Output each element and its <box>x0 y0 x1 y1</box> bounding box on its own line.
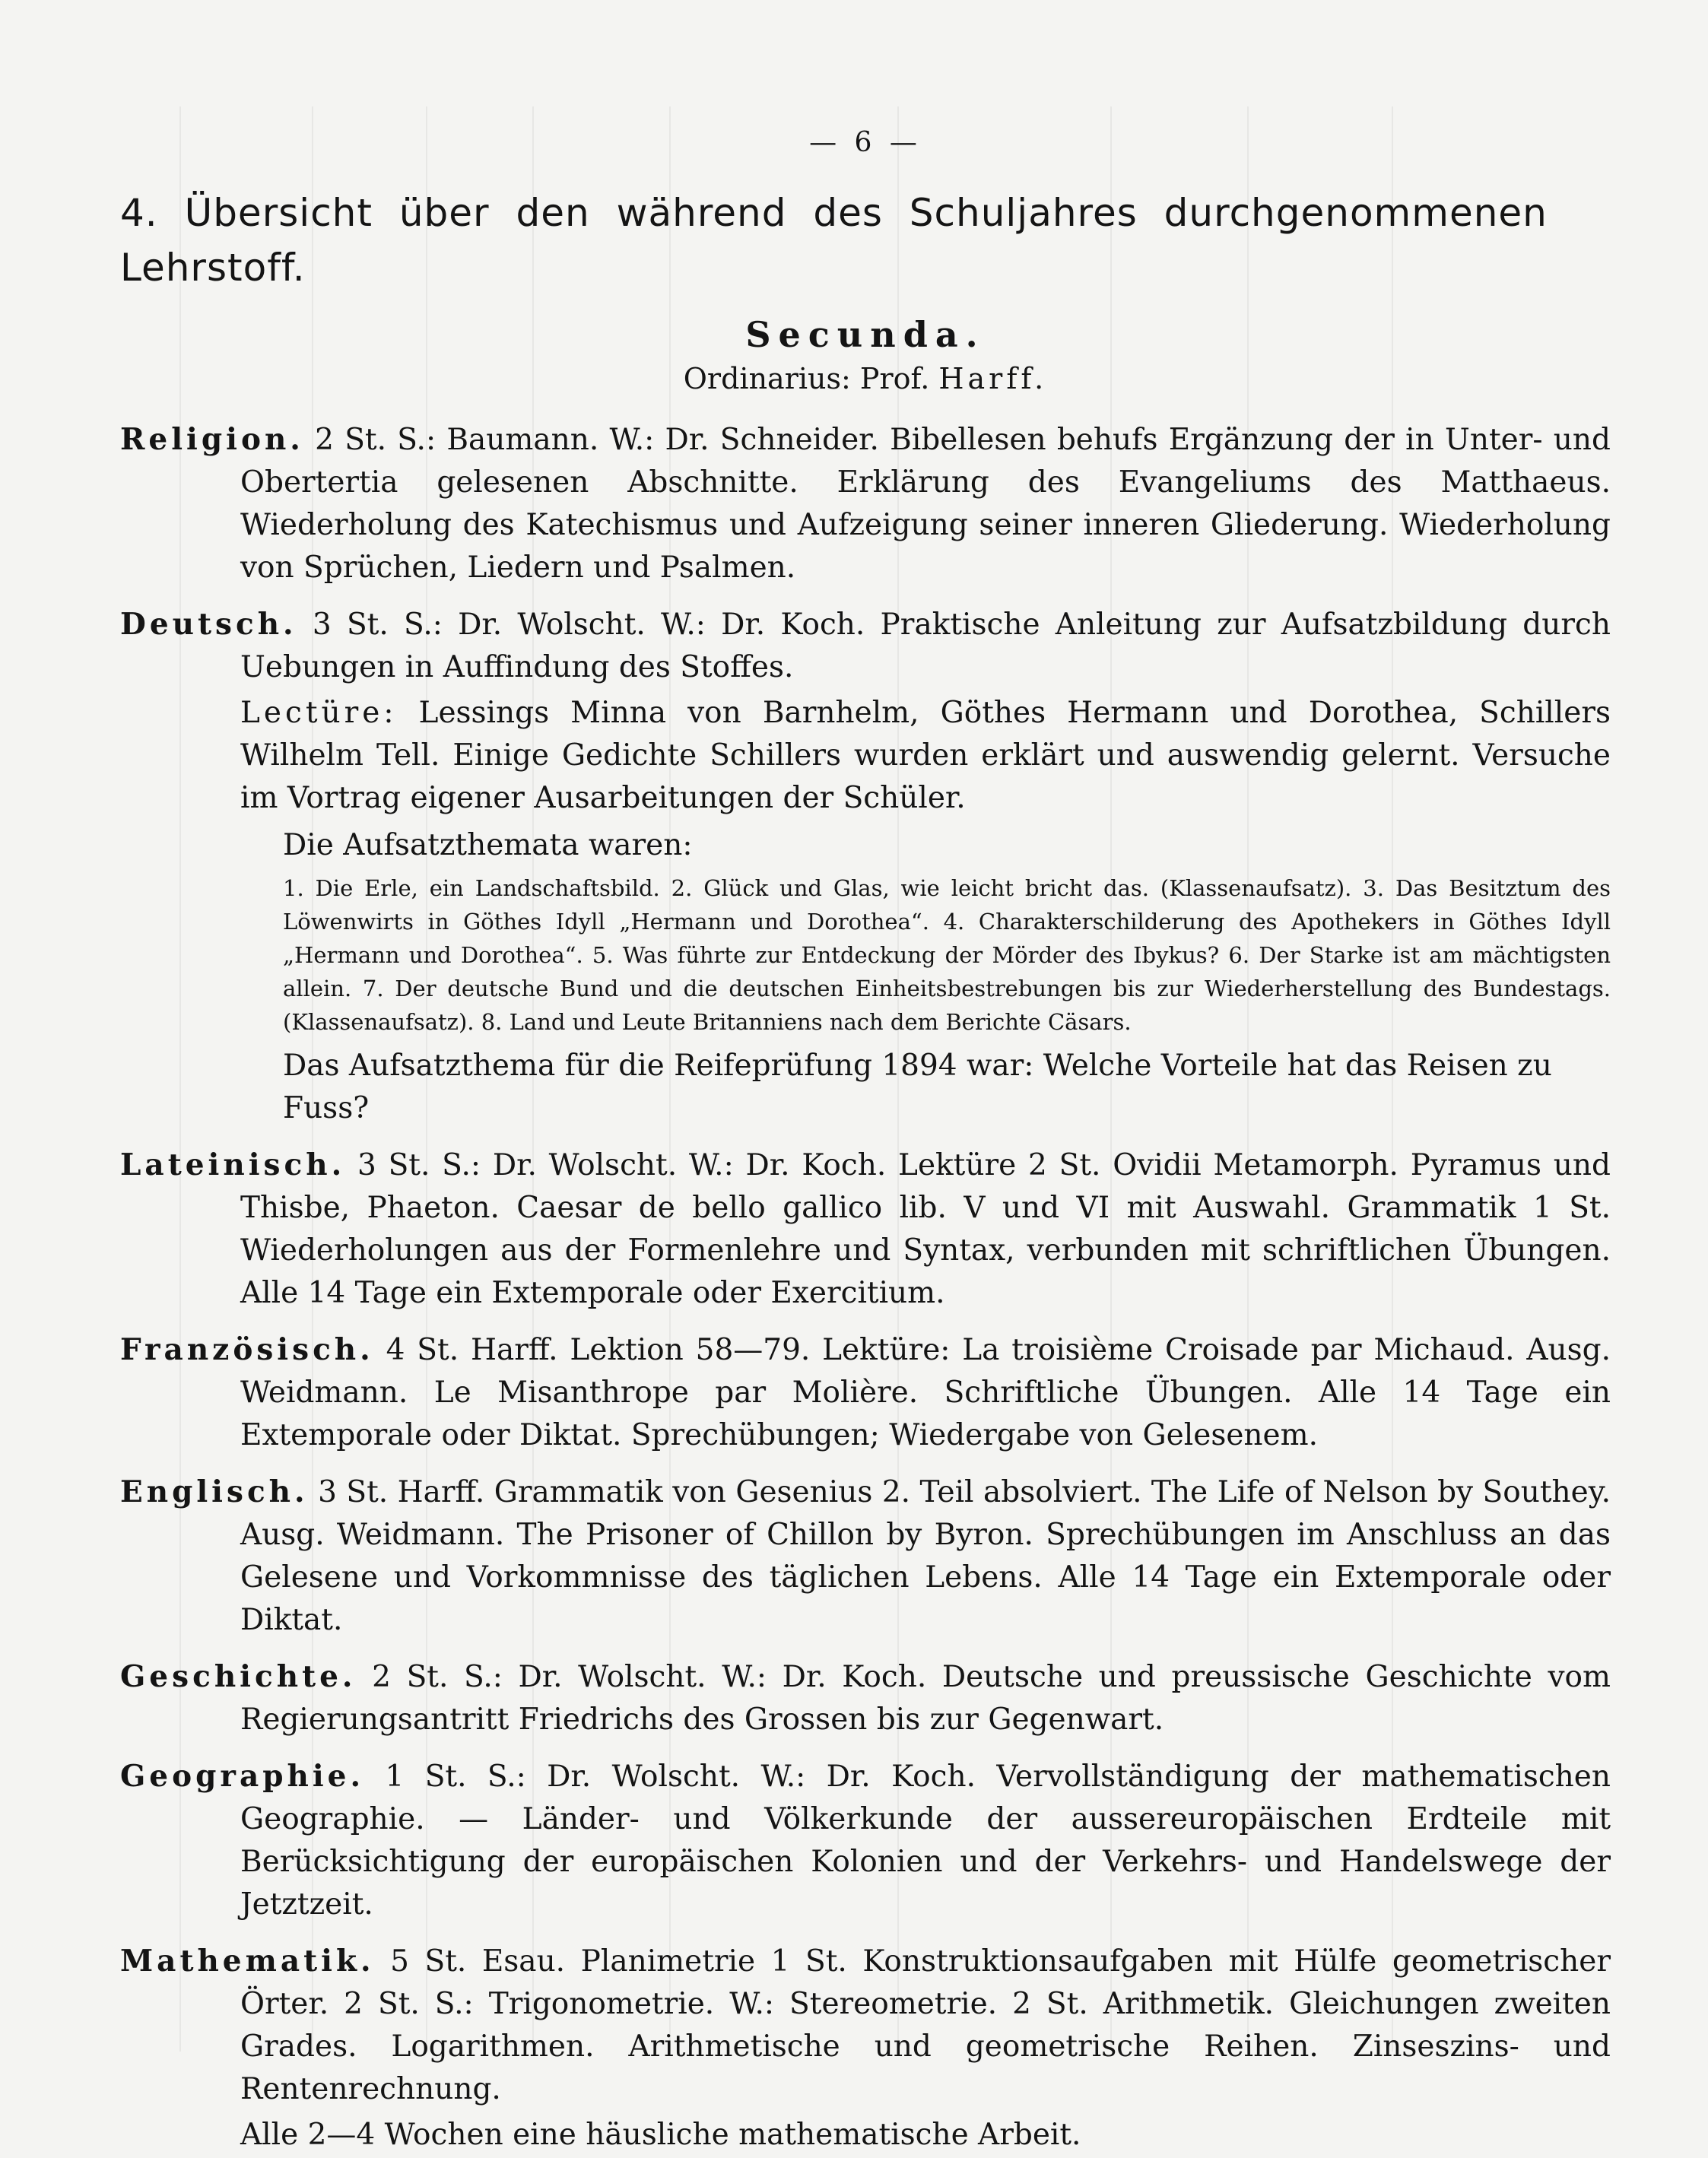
essay-topic: 5. Was führte zur Entdeckung der Mörder des Ibykus? <box>592 942 1220 968</box>
geographie-text: 1 St. S.: Dr. Wolscht. W.: Dr. Koch. Vervollständigung der mathematischen Geographie. — Länder- und Völkerkunde der aussereuropäischen Erdteile mit Berücksichtigung der europäischen Kolonien und der Verkehrs- und Handelswege der Jetztzeit. <box>240 1760 1611 1922</box>
subject-deutsch: Deutsch. <box>120 607 297 642</box>
essay-topic: 3. Das Besitztum des Löwenwirts in Göthes Idyll „Hermann und Dorothea“. <box>283 875 1611 935</box>
ordinarius-label: Ordinarius: Prof. <box>683 362 930 395</box>
ordinarius-name: Harff. <box>938 362 1048 395</box>
section-geographie <box>120 1755 1611 1926</box>
document-page <box>120 122 1611 2156</box>
deutsch-lecture <box>120 692 1611 820</box>
geschichte-text: 2 St. S.: Dr. Wolscht. W.: Dr. Koch. Deutsche und preussische Geschichte vom Regierungsantritt Friedrichs des Grossen bis zur Gegenwart. <box>240 1660 1611 1737</box>
section-lateinisch <box>120 1144 1611 1315</box>
essay-topic: 6. Der Starke ist am mächtigsten allein. <box>283 942 1611 1001</box>
essay-topic: 4. Charakterschilderung des Apothekers in Göthes Idyll „Hermann und Dorothea“. <box>283 909 1611 968</box>
section-deutsch <box>120 603 1611 689</box>
section-mathematik <box>120 1940 1611 2111</box>
subject-englisch: Englisch. <box>120 1474 309 1509</box>
lateinisch-text: 3 St. S.: Dr. Wolscht. W.: Dr. Koch. Lektüre 2 St. Ovidii Metamorph. Pyramus und Thisbe, Phaeton. Caesar de bello gallico lib. V und VI mit Auswahl. Grammatik 1 St. Wiederholungen aus der Formenlehre und Syntax, verbunden mit schriftlichen Übungen. Alle 14 Tage ein Extemporale oder Exercitium. <box>240 1148 1611 1310</box>
ordinarius-line <box>120 357 1611 400</box>
page-heading: 4. Übersicht über den während des Schuljahres durchgenommenen Lehrstoff. <box>120 191 1548 290</box>
lecture-text: Lessings Minna von Barnhelm, Göthes Hermann und Dorothea, Schillers Wilhelm Tell. Einige Gedichte Schillers wurden erklärt und auswendig gelernt. Versuche im Vortrag eigener Ausarbeitungen der Schüler. <box>240 696 1611 815</box>
section-religion <box>120 418 1611 589</box>
subject-religion: Religion. <box>120 422 304 457</box>
section-englisch <box>120 1471 1611 1642</box>
lecture-label: Lectüre: <box>240 696 398 730</box>
subject-mathematik: Mathematik. <box>120 1944 375 1979</box>
deutsch-text: 3 St. S.: Dr. Wolscht. W.: Dr. Koch. Praktische Anleitung zur Aufsatzbildung durch Uebungen in Auffindung des Stoffes. <box>240 608 1611 684</box>
franzoesisch-text: 4 St. Harff. Lektion 58—79. Lektüre: La troisième Croisade par Michaud. Ausg. Weidmann. Le Misanthrope par Molière. Schriftliche Übungen. Alle 14 Tage ein Extemporale oder Diktat. Sprechübungen; Wiedergabe von Gelesenem. <box>240 1333 1611 1452</box>
exam-theme: Das Aufsatzthema für die Reifeprüfung 1894 war: Welche Vorteile hat das Reisen zu Fuss? <box>283 1049 1552 1125</box>
essay-topic: 2. Glück und Glas, wie leicht bricht das. (Klassenaufsatz). <box>671 875 1352 901</box>
essay-topics-list <box>120 871 1611 1039</box>
themes-intro: Die Aufsatzthemata waren: <box>283 828 693 862</box>
mathematik-text: 5 St. Esau. Planimetrie 1 St. Konstruktionsaufgaben mit Hülfe geometrischer Örter. 2 St. S.: Trigonometrie. W.: Stereometrie. 2 St. Arithmetik. Gleichungen zweiten Grades. Logarithmen. Arithmetische und geometrische Reihen. Zinseszins- und Rentenrechnung. <box>240 1944 1611 2106</box>
class-title: Secunda. <box>745 314 986 355</box>
subject-geographie: Geographie. <box>120 1759 365 1794</box>
englisch-text: 3 St. Harff. Grammatik von Gesenius 2. Teil absolviert. The Life of Nelson by Southey. Ausg. Weidmann. The Prisoner of Chillon by Byron. Sprechübungen im Anschluss an das Gelesene und Vorkommnisse des täglichen Lebens. Alle 14 Tage ein Extemporale oder Diktat. <box>240 1475 1611 1637</box>
subject-geschichte: Geschichte. <box>120 1659 357 1694</box>
subject-franzoesisch: Französisch. <box>120 1332 374 1367</box>
page-number: — 6 — <box>809 127 922 158</box>
essay-topic: 1. Die Erle, ein Landschaftsbild. <box>283 875 660 901</box>
mathematik-note: Alle 2—4 Wochen eine häusliche mathematische Arbeit. <box>240 2118 1081 2152</box>
religion-text: 2 St. S.: Baumann. W.: Dr. Schneider. Bibellesen behufs Ergänzung der in Unter- und Obertertia gelesenen Abschnitte. Erklärung des Evangeliums des Matthaeus. Wiederholung des Katechismus und Aufzeigung seiner inneren Gliederung. Wiederholung von Sprüchen, Liedern und Psalmen. <box>240 423 1611 585</box>
section-franzoesisch <box>120 1328 1611 1457</box>
subject-lateinisch: Lateinisch. <box>120 1147 346 1182</box>
essay-topic: 7. Der deutsche Bund und die deutschen Einheitsbestrebungen bis zur Wiederherstellung des Bundestags. (Klassenaufsatz). <box>283 976 1611 1035</box>
essay-topic: 8. Land und Leute Britanniens nach dem Berichte Cäsars. <box>481 1009 1132 1035</box>
section-geschichte <box>120 1655 1611 1741</box>
